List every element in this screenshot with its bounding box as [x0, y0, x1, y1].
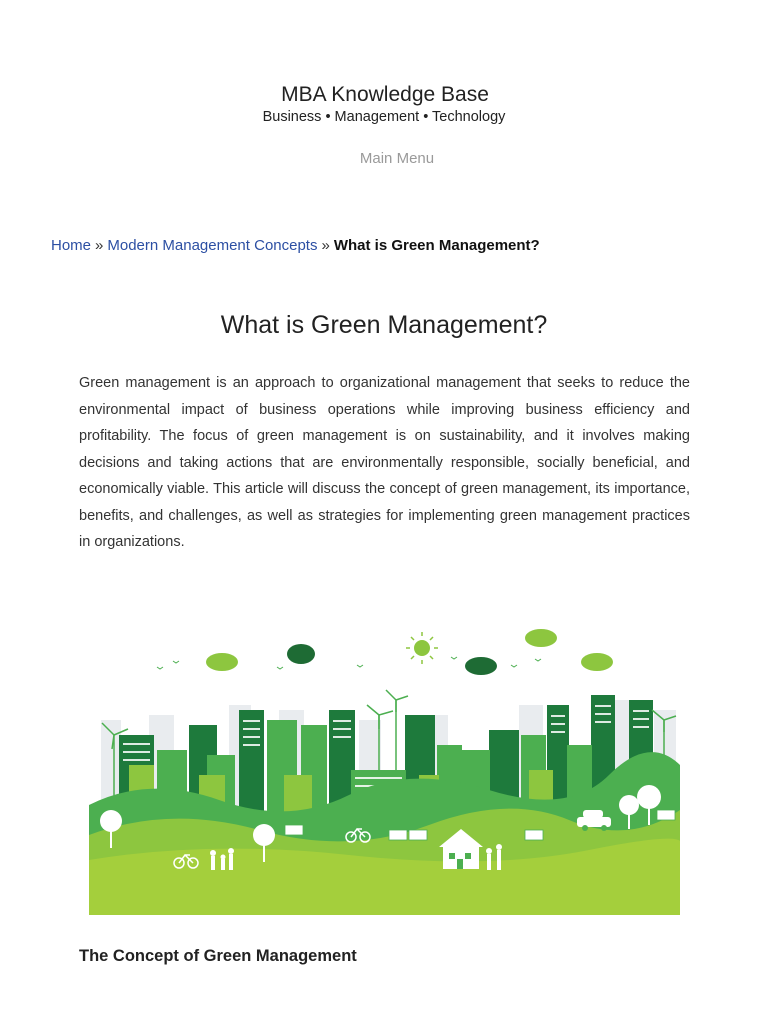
breadcrumb-separator: »: [95, 237, 104, 254]
breadcrumb-separator: »: [321, 237, 330, 254]
site-title-link[interactable]: MBA Knowledge Base: [281, 83, 489, 106]
breadcrumb-home-link[interactable]: Home: [51, 237, 92, 254]
green-city-illustration: [89, 625, 680, 915]
main-menu-toggle[interactable]: Main Menu: [359, 150, 435, 167]
section-heading: The Concept of Green Management: [79, 947, 357, 965]
breadcrumb-current: What is Green Management?: [333, 237, 540, 254]
green-city-icon: [89, 625, 680, 915]
site-header: [0, 82, 768, 126]
breadcrumb: [51, 236, 540, 256]
article-title: What is Green Management?: [220, 311, 548, 339]
site-tagline: Business • Management • Technology: [262, 109, 506, 125]
breadcrumb-category-link[interactable]: Modern Management Concepts: [107, 237, 318, 254]
sun-icon: [406, 632, 438, 664]
article-intro: Green management is an approach to organizational management that seeks to reduce the environmental impact of business operations while improving business efficiency and profitability. The focus of green management is on sustainability, and it involves making decisions and taking actions that are environmentally responsible, socially beneficial, and economically viable. This article will discuss the concept of green management, its importance, benefits, and challenges, as well as strategies for implementing green management practices in organizations.: [79, 375, 690, 550]
main-menu: [0, 150, 768, 168]
